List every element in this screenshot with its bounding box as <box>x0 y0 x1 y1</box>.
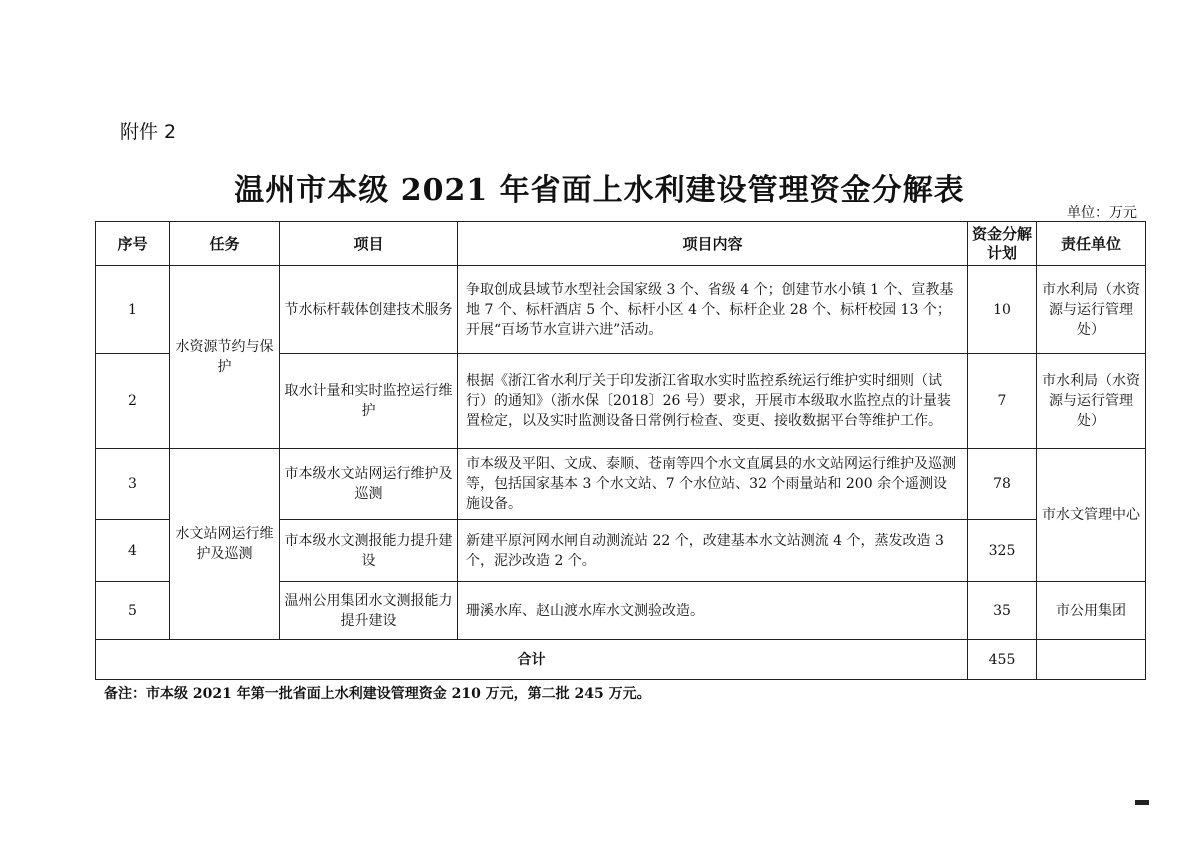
row-content: 争取创成县域节水型社会国家级 3 个、省级 4 个；创建节水小镇 1 个、宣教基地 7 个、标杆酒店 5 个、标杆小区 4 个、标杆企业 28 个、标杆校园 13 个；开展“百场节水宣讲六进”活动。 <box>458 266 968 354</box>
row-no: 5 <box>96 582 170 640</box>
row-project: 取水计量和实时监控运行维护 <box>280 354 458 449</box>
row-funds: 35 <box>968 582 1037 640</box>
unit-label: 单位：万元 <box>1067 205 1137 221</box>
total-unit-empty <box>1037 640 1146 680</box>
row-project: 市本级水文站网运行维护及巡测 <box>280 449 458 520</box>
total-label: 合计 <box>96 640 968 680</box>
attachment-label: 附件 2 <box>120 121 177 143</box>
row-project: 市本级水文测报能力提升建设 <box>280 520 458 582</box>
table-row <box>96 266 1146 354</box>
header-row <box>96 222 1146 266</box>
row-no: 4 <box>96 520 170 582</box>
header-no: 序号 <box>96 222 170 266</box>
fund-allocation-table <box>95 221 1146 680</box>
row-no: 1 <box>96 266 170 354</box>
row-unit: 市公用集团 <box>1037 582 1146 640</box>
header-content: 项目内容 <box>458 222 968 266</box>
row-content: 市本级及平阳、文成、泰顺、苍南等四个水文直属县的水文站网运行维护及巡测等，包括国家基本 3 个水文站、7 个水位站、32 个雨量站和 200 余个遥测设施设备。 <box>458 449 968 520</box>
total-row <box>96 640 1146 680</box>
row-content: 根据《浙江省水利厅关于印发浙江省取水实时监控系统运行维护实时细则（试行）的通知》（浙水保〔2018〕26 号）要求，开展市本级取水监控点的计量装置检定，以及实时监测设备日常例行检查、变更、接收数据平台等维护工作。 <box>458 354 968 449</box>
row-funds: 10 <box>968 266 1037 354</box>
table-row <box>96 449 1146 520</box>
row-project: 节水标杆载体创建技术服务 <box>280 266 458 354</box>
header-funds: 资金分解计划 <box>968 222 1037 266</box>
header-task: 任务 <box>170 222 280 266</box>
task-cell: 水资源节约与保护 <box>170 266 280 449</box>
row-unit: 市水文管理中心 <box>1037 449 1146 582</box>
scan-speck <box>1135 800 1149 805</box>
row-funds: 325 <box>968 520 1037 582</box>
header-unit: 责任单位 <box>1037 222 1146 266</box>
row-content: 新建平原河网水闸自动测流站 22 个，改建基本水文站测流 4 个，蒸发改造 3 个，泥沙改造 2 个。 <box>458 520 968 582</box>
row-no: 3 <box>96 449 170 520</box>
document-title: 温州市本级 2021 年省面上水利建设管理资金分解表 <box>234 173 965 208</box>
task-cell: 水文站网运行维护及巡测 <box>170 449 280 640</box>
row-unit: 市水利局（水资源与运行管理处） <box>1037 266 1146 354</box>
row-project: 温州公用集团水文测报能力提升建设 <box>280 582 458 640</box>
header-project: 项目 <box>280 222 458 266</box>
row-funds: 78 <box>968 449 1037 520</box>
row-no: 2 <box>96 354 170 449</box>
total-funds: 455 <box>968 640 1037 680</box>
footnote: 备注：市本级 2021 年第一批省面上水利建设管理资金 210 万元，第二批 245 万元。 <box>104 686 651 702</box>
row-funds: 7 <box>968 354 1037 449</box>
row-content: 珊溪水库、赵山渡水库水文测验改造。 <box>458 582 968 640</box>
row-unit: 市水利局（水资源与运行管理处） <box>1037 354 1146 449</box>
